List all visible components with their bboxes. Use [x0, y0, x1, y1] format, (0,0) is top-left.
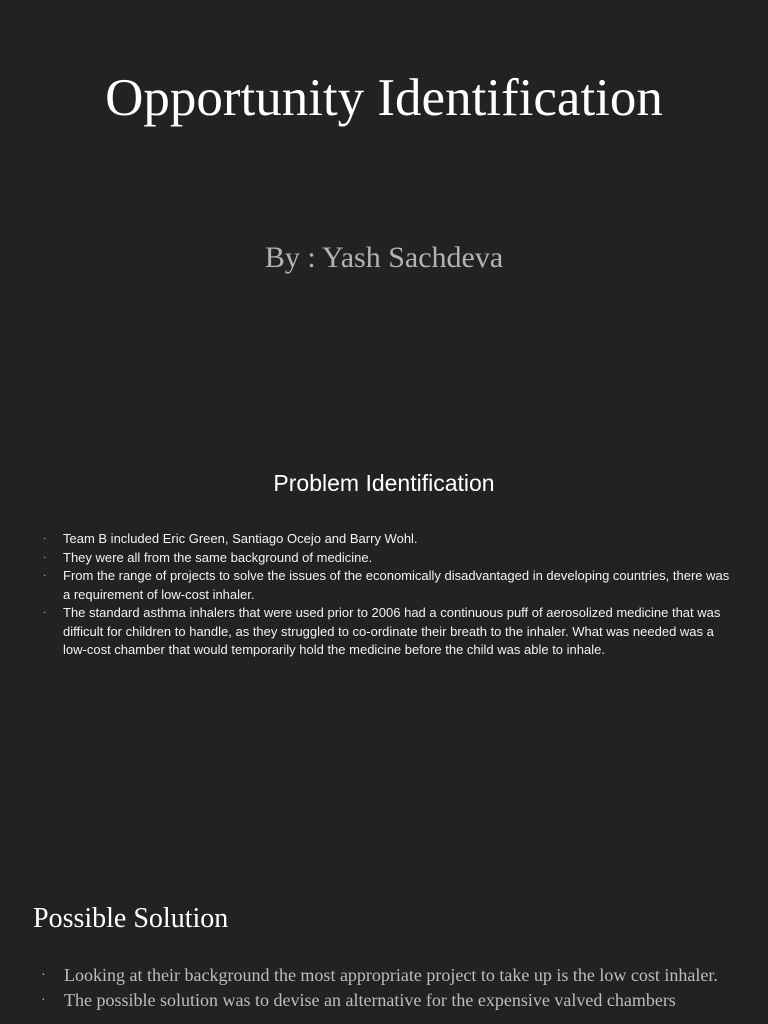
problem-bullet-list — [40, 530, 730, 660]
title-slide — [0, 0, 768, 432]
list-item-text: Looking at their background the most appropriate project to take up is the low cost inhaler. — [64, 965, 718, 985]
list-item — [40, 549, 730, 568]
bullet-icon: · — [43, 570, 47, 581]
list-item — [40, 988, 740, 1013]
list-item-text: The possible solution was to devise an alternative for the expensive valved chambers — [64, 990, 676, 1010]
solution-bullet-list — [40, 963, 740, 1013]
bullet-icon: · — [41, 993, 46, 1008]
bullet-icon: · — [41, 968, 46, 983]
bullet-icon: · — [43, 533, 47, 544]
bullet-icon: · — [43, 551, 47, 563]
list-item — [40, 604, 730, 660]
list-item-text: From the range of projects to solve the issues of the economically disadvantaged in developing countries, there was a requirement of low-cost inhaler. — [63, 568, 730, 602]
list-item-text: Team B included Eric Green, Santiago Ocejo and Barry Wohl. — [63, 531, 418, 546]
list-item-text: They were all from the same background of medicine. — [63, 549, 373, 565]
problem-identification-title: Problem Identification — [273, 470, 495, 496]
list-item — [40, 530, 730, 549]
deck-title: Opportunity Identification — [105, 69, 663, 127]
list-item — [40, 567, 730, 604]
bullet-icon: · — [43, 607, 47, 618]
possible-solution-title: Possible Solution — [33, 903, 229, 934]
list-item — [40, 963, 740, 988]
list-item-text: The standard asthma inhalers that were used prior to 2006 had a continuous puff of aerosolized medicine that was difficult for children to handle, as they struggled to co-ordinate their breath to the inhaler. What was needed was a low-cost chamber that would temporarily hold the medicine before the child was able to inhale. — [63, 605, 721, 657]
deck-author: By : Yash Sachdeva — [264, 241, 504, 274]
